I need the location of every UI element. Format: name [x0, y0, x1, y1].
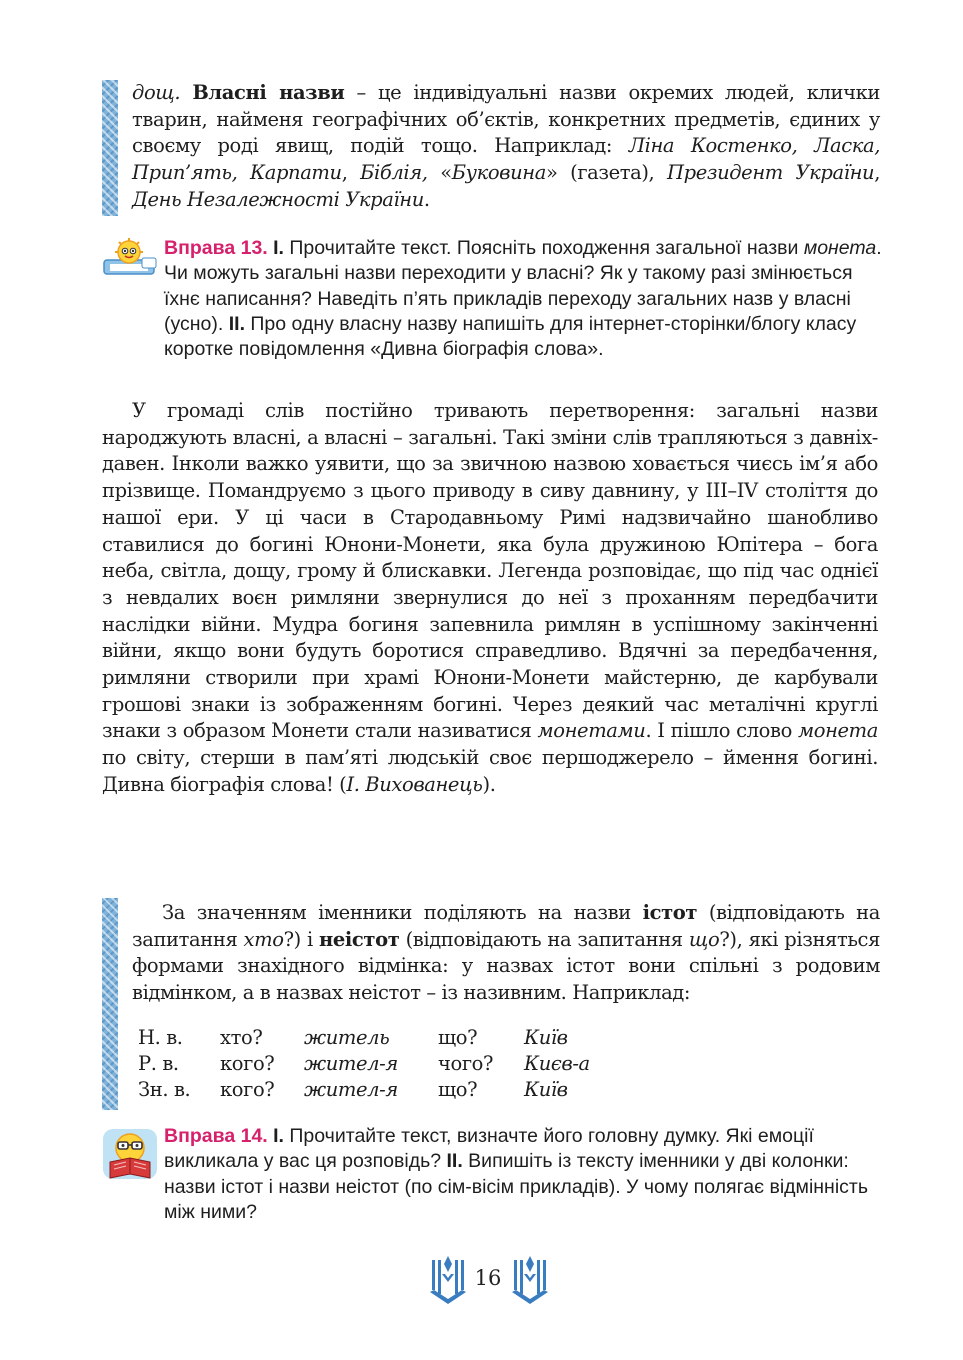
rule-side-bar — [102, 898, 118, 1110]
exercise-14-text: Вправа 14. І. Прочитайте текст, визначте його головну думку. Які емоції викликала у вас ця розповідь? ІІ. Випишіть із тексту іменники у дві колонки: назви істот і назви неістот (по сім-вісім прикладів). У чому полягає відмінність між ними? — [164, 1125, 868, 1223]
exercise-13 — [102, 236, 882, 362]
rule-text: За значенням іменники поділяють на назви істот (відповідають на запитання хто?) і неістот (відповідають на запитання що?), які різняться формами знахідного відмінка: у назвах істот вони спільні з родовим відмінком, а в назвах неістот – із називним. Наприклад: — [132, 901, 881, 1005]
page-footer — [0, 1252, 963, 1312]
rule-block-proper-names — [102, 80, 880, 216]
rule-block-animate-nouns — [102, 898, 880, 1110]
rule-side-bar — [102, 80, 118, 216]
ornament-left-icon — [426, 1254, 470, 1310]
table-row: Н. в. хто? житель що? Київ — [138, 1026, 568, 1049]
rule-text: дощ. Власні назви – це індивідуальні назви окремих людей, клички тварин, найменя географічних об’єктів, конкретних предметів, єдиних у своєму роді явищ, подій тощо. Наприклад: Ліна Костенко, Ласка, Прип’ять, Карпати, Біблія, «Буковина» (газета), Президент України, День Незалежності України. — [132, 81, 880, 211]
sun-laptop-icon — [102, 238, 160, 282]
case-table — [138, 1026, 590, 1104]
ornament-right-icon — [508, 1254, 552, 1310]
table-row: Зн. в. кого? жител-я що? Київ — [138, 1078, 568, 1101]
reading-sun-icon — [102, 1128, 158, 1184]
exercise-14-title: Вправа 14. — [164, 1125, 268, 1147]
exercise-13-title: Вправа 13. — [164, 237, 268, 259]
exercise-13-text: Вправа 13. І. Прочитайте текст. Поясніть походження загальної назви монета. Чи можуть загальні назви переходити у власні? Як у такому разі змінюється їхнє написання? Наведіть п’ять прикладів переходу загальних назв у власні (усно). ІІ. Про одну власну назву напишіть для інтернет-сторінки/блогу класу коротке повідомлення «Дивна біографія слова». — [164, 237, 882, 361]
page-number: 16 — [474, 1266, 502, 1290]
table-row: Р. в. кого? жител-я чого? Києв-а — [138, 1052, 590, 1075]
exercise-14 — [102, 1124, 882, 1225]
main-text: У громаді слів постійно тривають перетворення: загальні назви народжують власні, а власні – загальні. Такі зміни слів трапляються з давніх-давен. Інколи важко уявити, що за звичною назвою ховається чиєсь ім’я або прізвище. Помандруємо з цього приводу в сиву давнину, у III–IV століття до нашої ери. У ці часи в Стародавньому Римі надзвичайно шанобливо ставилися до богині Юнони-Монети, яка була дружиною Юпітера – бога неба, світла, дощу, грому й блискавки. Легенда розповідає, що під час однієї з невдалих воєн римляни звернулися до неї з проханням передбачити наслідки війни. Мудра богиня запевнила римлян в успішному закінченні війни, якщо вони будуть боротися справедливо. Вдячні за передбачення, римляни створили при храмі Юнони-Монети майстерню, де карбували грошові знаки із зображенням богині. Через деякий час металічні круглі знаки з образом Монети стали називатися монетами. І пішло слово монета по світу, стерши в пам’яті людській своє першоджерело – ймення богині. Дивна біографія слова! (І. Вихованець). — [102, 399, 878, 796]
